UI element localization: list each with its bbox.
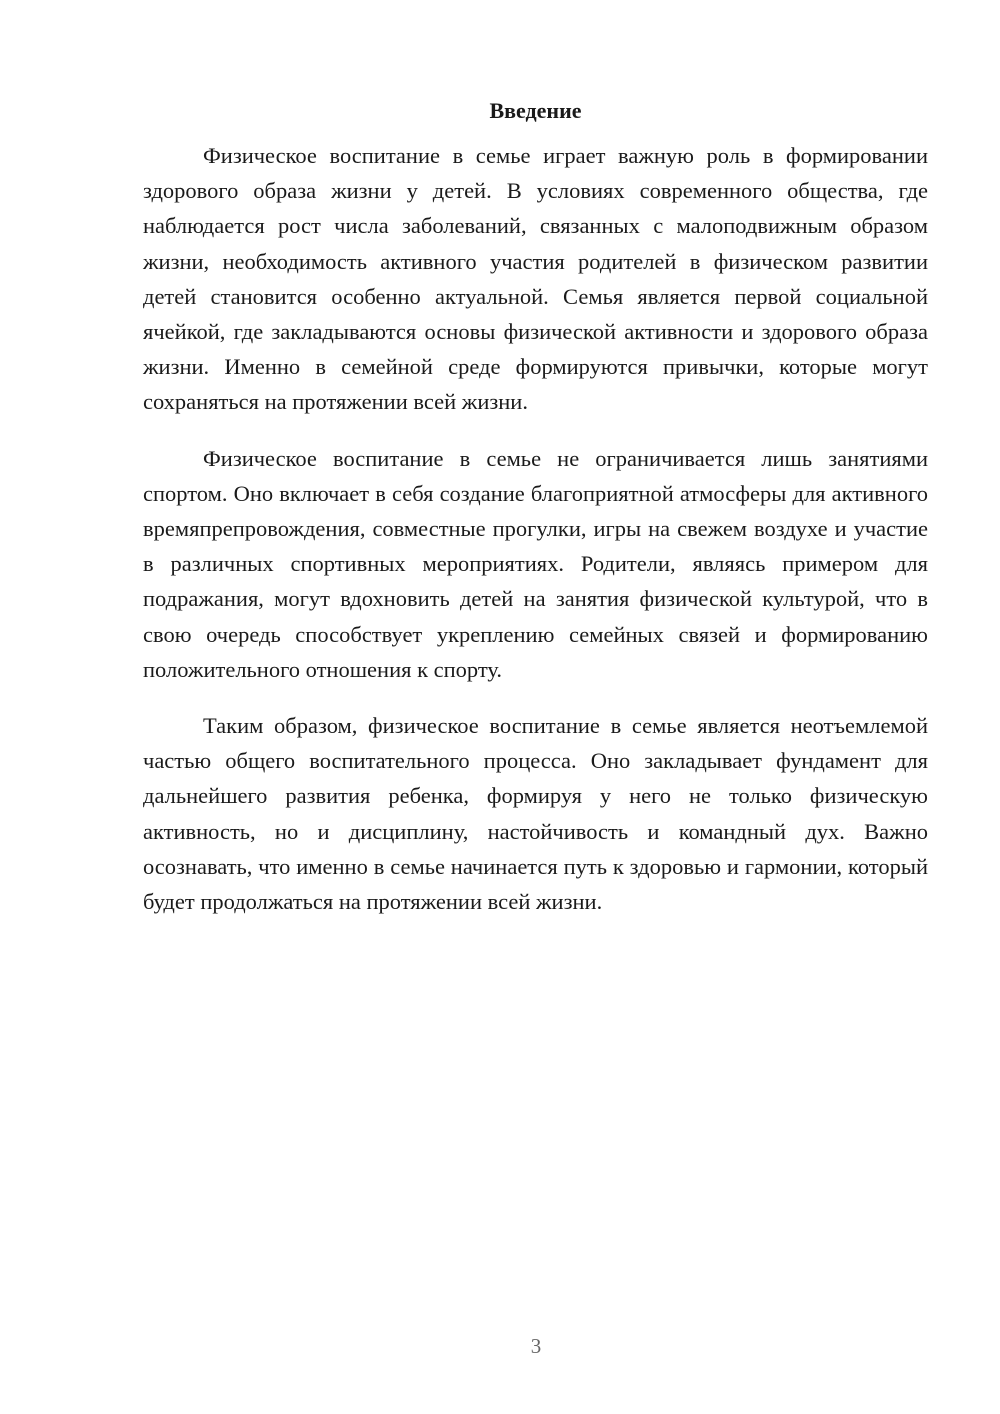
section-title: Введение	[489, 98, 582, 123]
page-content	[143, 96, 928, 919]
page-number: 3	[530, 1334, 542, 1358]
paragraph: Таким образом, физическое воспитание в семье является неотъемлемой частью общего воспитательного процесса. Оно закладывает фундамент для дальнейшего развития ребенка, формируя у него не только физическую активность, но и дисциплину, настойчивость и командный дух. Важно осознавать, что именно в семье начинается путь к здоровью и гармонии, который будет продолжаться на протяжении всей жизни.	[143, 713, 928, 915]
paragraph: Физическое воспитание в семье играет важную роль в формировании здорового образа жизни у детей. В условиях современного общества, где наблюдается рост числа заболеваний, связанных с малоподвижным образом жизни, необходимость активного участия родителей в физическом развитии детей становится особенно актуальной. Семья является первой социальной ячейкой, где закладываются основы физической активности и здорового образа жизни. Именно в семейной среде формируются привычки, которые могут сохраняться на протяжении всей жизни.	[143, 143, 928, 415]
paragraph: Физическое воспитание в семье не ограничивается лишь занятиями спортом. Оно включает в себя создание благоприятной атмосферы для активного времяпрепровождения, совместные прогулки, игры на свежем воздухе и участие в различных спортивных мероприятиях. Родители, являясь примером для подражания, могут вдохновить детей на занятия физической культурой, что в свою очередь способствует укреплению семейных связей и формированию положительного отношения к спорту.	[143, 445, 928, 682]
